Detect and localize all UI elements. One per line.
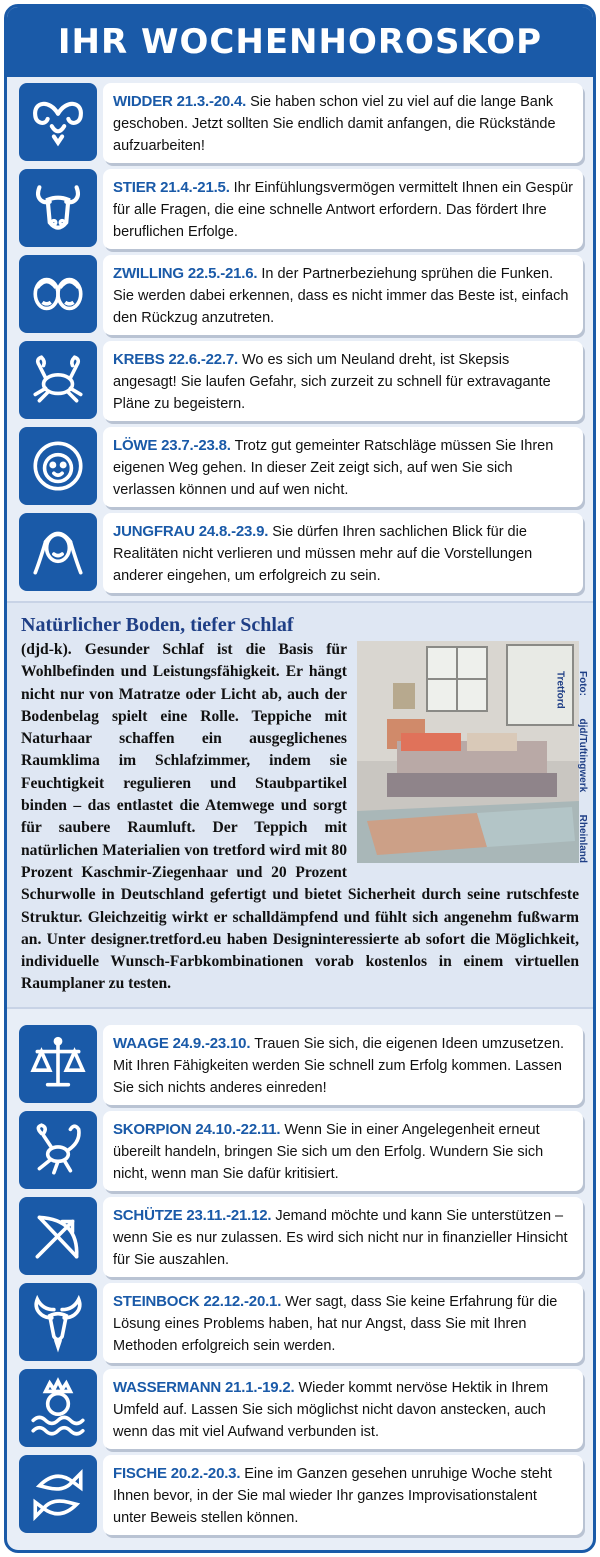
sign-text [103, 1369, 583, 1449]
sign-description: Sie haben schon viel zu viel auf die lange Bank geschoben. Jetzt sollten Sie endlich damit anfangen, die Rückstände aufzuarbeiten! [113, 94, 556, 154]
sign-description: Wer sagt, dass Sie keine Erfahrung für die Lösung eines Problems haben, hat nur Angst, dass Sie mit Ihren Methoden erfolgreich sein werden. [113, 1294, 558, 1354]
sagittarius-icon [19, 1197, 97, 1275]
sign-title: ZWILLING 22.5.-21.6. [113, 265, 262, 282]
sign-description: Wenn Sie in einer Angelegenheit erneut übereilt handeln, bringen Sie sich um den Erfolg. Wundern Sie sich nicht, wenn man Sie dafür kritisiert. [113, 1122, 544, 1182]
sign-krebs [19, 341, 583, 421]
gemini-icon [19, 255, 97, 333]
cancer-icon [19, 341, 97, 419]
sign-title: JUNGFRAU 24.8.-23.9. [113, 523, 273, 540]
bedroom-photo [357, 641, 588, 863]
sign-text [103, 427, 583, 507]
sign-text [103, 513, 583, 593]
sign-text [103, 1197, 583, 1277]
article-body [21, 639, 588, 996]
article-text: (djd-k). Gesunder Schlaf ist die Basis für Wohlbefinden und Leistungsfähigkeit. Er hängt nicht nur von Matratze oder Licht ab, auch der Bodenbelag spielt eine Rolle. Teppiche mit Naturhaar schaffen ein ausgeglichenes Raumklima im Schlafzimmer, indem sie Feuchtigkeit regulieren und Staubpartikel binden – das entlastet die Atemwege und sorgt für saubere Raumluft. Der Teppich mit natürlichen Materialien von tretford wird mit 80 Prozent Kaschmir-Ziegenhaar und 20 Prozent Schurwolle in Deutschland gefertigt und bietet Sicherheit durch seine rutschfeste Struktur. Gleichzeitig wirkt er schalldämpfend und fühlt sich angenehm fußwarm an. Unter designer.tretford.eu haben Designinteressierte ab sofort die Möglichkeit, individuelle Wunsch-Farbkombinationen vorab kostenlos in einem virtuellen Raumplaner zu testen. [21, 641, 579, 993]
sign-text [103, 1283, 583, 1363]
sign-title: STEINBOCK 22.12.-20.1. [113, 1293, 286, 1310]
virgo-icon [19, 513, 97, 591]
sign-list-bottom [7, 1019, 593, 1535]
leo-icon [19, 427, 97, 505]
photo-credit: Foto: djd/Tuftingwerk Rheinland Tretford [554, 671, 588, 863]
pisces-icon [19, 1455, 97, 1533]
sign-text [103, 83, 583, 163]
sign-description: Ihr Einfühlungsvermögen vermittelt Ihnen ein Gespür für alle Fragen, die eine schnelle Antwort erfordern. Das fördert Ihre beruflichen Erfolge. [113, 180, 573, 240]
sign-loewe [19, 427, 583, 507]
scorpio-icon [19, 1111, 97, 1189]
sign-waage [19, 1025, 583, 1105]
sign-title: WIDDER 21.3.-20.4. [113, 93, 251, 110]
aries-icon [19, 83, 97, 161]
sign-steinbock [19, 1283, 583, 1363]
sign-text [103, 341, 583, 421]
sign-widder [19, 83, 583, 163]
sign-text [103, 169, 583, 249]
libra-icon [19, 1025, 97, 1103]
sign-stier [19, 169, 583, 249]
capricorn-icon [19, 1283, 97, 1361]
sign-title: SKORPION 24.10.-22.11. [113, 1121, 285, 1138]
article-title: Natürlicher Boden, tiefer Schlaf [21, 614, 294, 636]
sign-title: STIER 21.4.-21.5. [113, 179, 234, 196]
aquarius-icon [19, 1369, 97, 1447]
sign-description: Wo es sich um Neuland dreht, ist Skepsis angesagt! Sie laufen Gefahr, sich zurzeit zu schnell für extravagante Pläne zu begeistern. [113, 352, 551, 412]
sign-schuetze [19, 1197, 583, 1277]
sign-description: Trauen Sie sich, die eigenen Ideen umzusetzen. Mit Ihren Fähigkeiten werden Sie schnell zum Erfolg kommen. Lassen Sie sich nichts anderes einreden! [113, 1036, 565, 1096]
sign-title: FISCHE 20.2.-20.3. [113, 1465, 245, 1482]
sign-description: Wieder kommt nervöse Hektik in Ihrem Umfeld auf. Lassen Sie sich möglichst nicht davon anstecken, auch wenn das mit viel Aufwand verbunden ist. [113, 1380, 549, 1440]
sign-skorpion [19, 1111, 583, 1191]
sign-title: WAAGE 24.9.-23.10. [113, 1035, 255, 1052]
sign-title: LÖWE 23.7.-23.8. [113, 437, 235, 454]
sign-description: Jemand möchte und kann Sie unterstützen – wenn Sie es nur zulassen. Es wird sich nicht nur in finanzieller Hinsicht für Sie auszahlen. [113, 1208, 568, 1268]
sign-text [103, 255, 583, 335]
taurus-icon [19, 169, 97, 247]
sign-fische [19, 1455, 583, 1535]
sign-wassermann [19, 1369, 583, 1449]
article [7, 601, 593, 1009]
sign-text [103, 1455, 583, 1535]
sign-zwilling [19, 255, 583, 335]
sign-description: In der Partnerbeziehung sprühen die Funken. Sie werden dabei erkennen, dass es nicht immer das Beste ist, einfach den Rückzug anzutreten. [113, 266, 569, 326]
sign-text [103, 1111, 583, 1191]
sign-description: Trotz gut gemeinter Ratschläge müssen Sie Ihren eigenen Weg gehen. In dieser Zeit zeigt sich, auf wen Sie sich verlassen können und auf wen nicht. [113, 438, 554, 498]
sign-title: WASSERMANN 21.1.-19.2. [113, 1379, 299, 1396]
sign-description: Sie dürfen Ihren sachlichen Blick für die Realitäten nicht verlieren und müssen mehr auf die Vorstellungen anderer eingehen, um erfolgreich zu sein. [113, 524, 533, 584]
sign-list-top [7, 77, 593, 593]
sign-text [103, 1025, 583, 1105]
horoscope-panel [4, 4, 596, 1553]
sign-description: Eine im Ganzen gesehen unruhige Woche steht Ihnen bevor, in der Sie mal wieder Ihr ganzes Improvisationstalent unter Beweis stellen können. [113, 1466, 552, 1526]
sign-title: KREBS 22.6.-22.7. [113, 351, 242, 368]
sign-title: SCHÜTZE 23.11.-21.12. [113, 1207, 276, 1224]
sign-jungfrau [19, 513, 583, 593]
page-title: IHR WOCHENHOROSKOP [7, 7, 593, 77]
